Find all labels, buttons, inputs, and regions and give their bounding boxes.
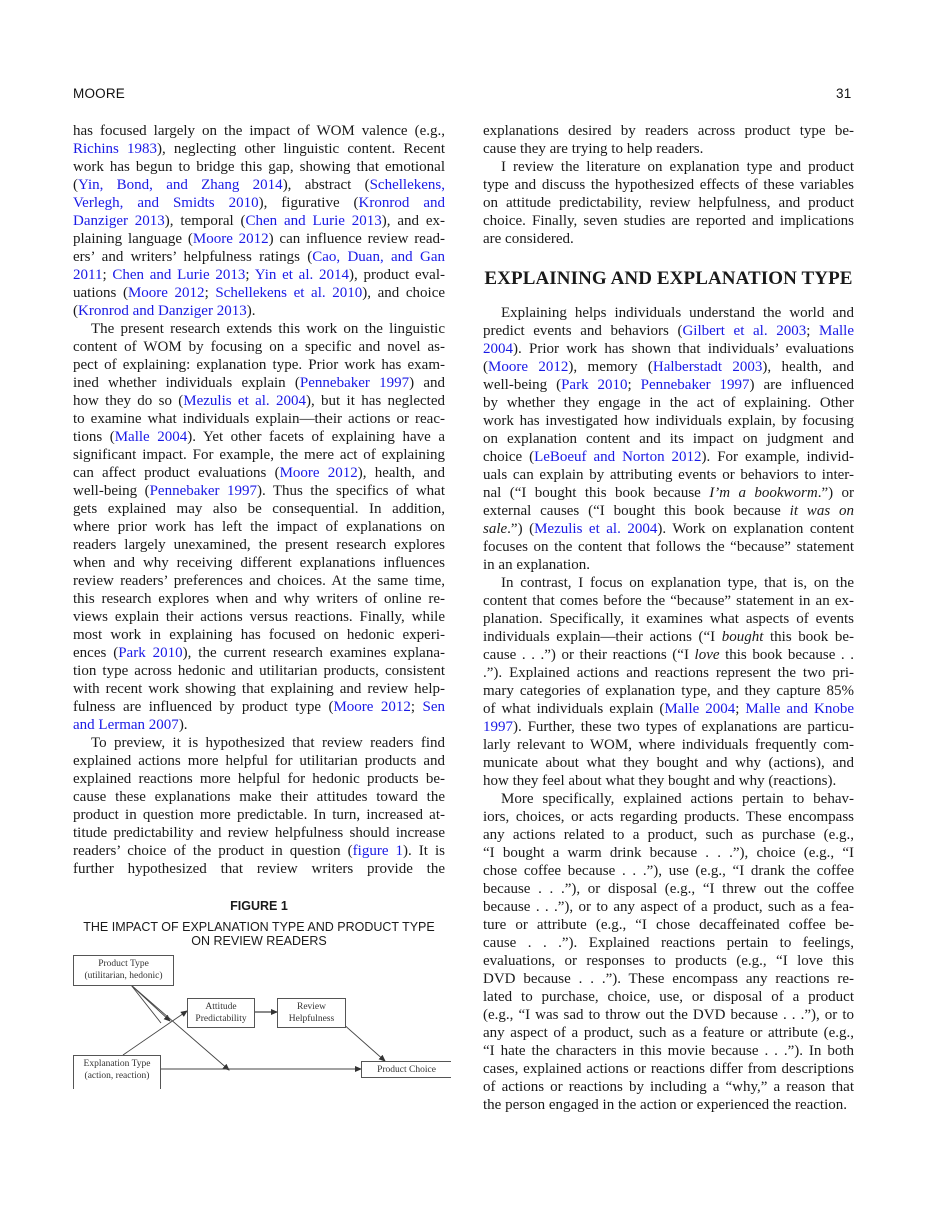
text-line: product in question more predictable. In turn, increased at- [73, 807, 445, 823]
text-line: predict events and behaviors (Gilbert et al. 2003; Malle [483, 323, 854, 339]
paragraph [483, 574, 854, 790]
node-label: (utilitarian, hedonic) [84, 971, 163, 981]
text-line: cause these explanations make their attitudes toward the [73, 789, 445, 805]
text-line: plaining language (Moore 2012) can influence review read- [73, 231, 445, 247]
text-line: chose coffee because . . .”), use (e.g., “I drank the coffee [483, 863, 854, 879]
text-line: fulness are influenced by product type (Moore 2012; Sen [73, 699, 445, 715]
citation-link[interactable]: Park 2010 [118, 645, 183, 661]
text-line: .”). Explained actions and reactions represent the two pri- [483, 665, 854, 681]
text-line: Verlegh, and Smidts 2010), figurative (Kronrod and [73, 195, 445, 211]
paragraph [483, 158, 854, 248]
text-line: Explaining helps individuals understand the world and [501, 305, 854, 321]
text-line: where prior work has left the impact of explanations on [73, 519, 445, 535]
node-label: Product Choice [377, 1065, 436, 1075]
text-line: tions (Malle 2004). Yet other facets of explaining have a [73, 429, 445, 445]
text-line: because . . .”), or disposal (e.g., “I threw out the coffee [483, 881, 854, 897]
text-line: explained actions more helpful for utilitarian products and [73, 753, 445, 769]
page-number: 31 [836, 86, 852, 101]
text-line: well-being (Park 2010; Pennebaker 1997) are influenced [483, 377, 855, 393]
text-line: larly relevant to WOM, where individuals frequently com- [483, 737, 854, 753]
citation-link[interactable]: Kronrod and [358, 195, 445, 211]
text-line: municate about what they bought and why (actions), and [483, 755, 854, 771]
text-line: In contrast, I focus on explanation type, that is, on the [501, 575, 854, 591]
text-line: “I bought a warm drink because . . .”), choice (e.g., “I [483, 845, 854, 861]
text-line: has focused largely on the impact of WOM valence (e.g., [73, 123, 445, 139]
italic-text: I’m a bookworm [709, 485, 818, 501]
italic-text: bought [721, 629, 764, 645]
citation-link[interactable]: 1997 [483, 719, 513, 735]
text-line: ences (Park 2010), the current research examines explana- [73, 645, 445, 661]
text-line: evaluations, or responses to products (e.g., “I love this [483, 953, 854, 969]
figure-title-line: ON REVIEW READERS [191, 934, 327, 948]
citation-link[interactable]: Schellekens et al. 2010 [215, 285, 363, 301]
node-product-choice [361, 1061, 451, 1078]
citation-link[interactable]: Mezulis et al. 2004 [183, 393, 306, 409]
citation-link[interactable]: Park 2010 [561, 377, 628, 393]
text-line: external causes (“I bought this book because it was on [483, 503, 854, 519]
text-line: uations (Moore 2012; Schellekens et al. 2010), and choice [73, 285, 446, 301]
citation-link[interactable]: Richins 1983 [73, 141, 157, 157]
text-line: explained reactions more helpful for hedonic products be- [73, 771, 445, 787]
text-line: and Lerman 2007). [73, 717, 188, 733]
text-line: pect of explaining: explanation type. Prior work has exam- [73, 357, 445, 373]
running-head-author: MOORE [73, 86, 126, 101]
citation-link[interactable]: Malle and Knobe [745, 701, 854, 717]
text-line: to examine what individuals explain—their actions or reac- [73, 411, 445, 427]
text-line: type and discuss the hypothesized effects of these variables [483, 177, 854, 193]
text-line: lated to purchase, choice, use, or disposal of a product [483, 989, 854, 1005]
right-column [483, 122, 854, 1114]
figure-1 [73, 899, 445, 1089]
text-line: any actions related to a product, such as purchase (e.g., [483, 827, 854, 843]
citation-link[interactable]: Danziger 2013 [73, 213, 165, 229]
citation-link[interactable]: Yin et al. 2014 [254, 267, 349, 283]
text-line: tion type across hedonic and utilitarian products, consistent [73, 663, 445, 679]
citation-link[interactable]: LeBoeuf and Norton 2012 [534, 449, 702, 465]
node-label: Helpfulness [288, 1014, 335, 1024]
text-line: when and why receiving different explanations influences [73, 555, 445, 571]
text-line: of what individuals explain (Malle 2004; Malle and Knobe [483, 701, 854, 717]
text-line: the person engaged in the action or experienced the reaction. [483, 1097, 848, 1113]
text-line: More specifically, explained actions pertain to behav- [501, 791, 854, 807]
text-line: sale.”) (Mezulis et al. 2004). Work on explanation content [483, 521, 854, 537]
text-line: choice. Finally, seven studies are reported and implications [483, 213, 854, 229]
citation-link[interactable]: Pennebaker 1997 [149, 483, 257, 499]
text-line: I review the literature on explanation type and product [501, 159, 854, 175]
text-line: cause . . .”). Explained reactions pertain to feelings, [483, 935, 854, 951]
citation-link[interactable]: 2004 [483, 341, 513, 357]
node-product-type [73, 955, 174, 986]
text-line: nal (“I bought this book because I’m a bookworm.”) or [483, 485, 854, 501]
text-line: significant impact. For example, the mere act of explaining [73, 447, 445, 463]
text-line: individuals explain—their actions (“I bought this book be- [483, 629, 854, 645]
node-label: Review [296, 1002, 327, 1012]
node-explanation-type [73, 1055, 161, 1089]
citation-link[interactable]: Moore 2012 [192, 231, 269, 247]
citation-link[interactable]: Kronrod and Danziger 2013 [78, 303, 247, 319]
citation-link[interactable]: Cao, Duan, and Gan [312, 249, 445, 265]
text-line: The present research extends this work on the linguistic [91, 321, 445, 337]
text-line: readers largely unexamined, the present research explores [73, 537, 445, 553]
text-line: ers’ and writers’ helpfulness ratings (Cao, Duan, and Gan [73, 249, 445, 265]
left-column [73, 122, 445, 878]
text-line: most work in explaining has focused on hedonic experi- [73, 627, 445, 643]
text-line: planation. Specifically, it examines what aspects of events [483, 611, 854, 627]
text-line: any aspect of a product, such as a feature or attribute (e.g., [483, 1025, 854, 1041]
citation-link[interactable]: Malle 2004 [664, 701, 736, 717]
paragraph [483, 790, 854, 1114]
text-line: how they feel about what they bought and why (reactions). [483, 773, 837, 789]
text-line: mary categories of explanation type, and they capture 85% [483, 683, 854, 699]
text-line: cause . . .”) or their reactions (“I love this book because . . [483, 647, 854, 663]
text-line: Danziger 2013), temporal (Chen and Lurie 2013), and ex- [73, 213, 445, 229]
text-line: 2011; Chen and Lurie 2013; Yin et al. 2014), product eval- [73, 267, 445, 283]
citation-link[interactable]: Moore 2012 [279, 465, 358, 481]
text-line: because . . .”), or to any aspect of a product, such as a fea- [483, 899, 854, 915]
paragraph [73, 734, 445, 878]
node-label: Explanation Type [83, 1059, 151, 1069]
paragraph [73, 122, 445, 320]
text-line: work has investigated how individuals explain, by focusing [483, 413, 854, 429]
text-line: (Yin, Bond, and Zhang 2014), abstract (Schellekens, [73, 177, 445, 193]
text-line: iors, choices, or acts regarding products. These encompass [483, 809, 854, 825]
node-review-helpfulness [277, 998, 346, 1028]
text-line: can affect product evaluations (Moore 2012), health, and [73, 465, 445, 481]
text-line: on attitude predictability, review helpfulness, and product [483, 195, 854, 211]
text-line: cases, explained actions or reactions differ from descriptions [483, 1061, 854, 1077]
citation-link[interactable]: and Lerman 2007 [73, 717, 179, 733]
figure-title-line: THE IMPACT OF EXPLANATION TYPE AND PRODUCT TYPE [83, 920, 435, 934]
citation-link[interactable]: figure 1 [352, 843, 403, 859]
text-line: this research explores when and why writers of online re- [73, 591, 445, 607]
citation-link[interactable]: Yin, Bond, and Zhang 2014 [78, 177, 283, 193]
text-line: (e.g., “I was sad to throw out the DVD because . . .”), or to [483, 1007, 854, 1023]
node-label: Predictability [195, 1014, 247, 1024]
text-line: work has begun to bridge this gap, showing that emotional [73, 159, 445, 175]
paragraph [483, 304, 854, 574]
italic-text: sale [483, 521, 508, 537]
node-attitude-predictability [187, 998, 255, 1028]
text-line: of actions or reactions by including a “why,” a reason that [483, 1079, 854, 1095]
citation-link[interactable]: Chen and Lurie 2013 [245, 213, 382, 229]
figure-label: FIGURE 1 [230, 899, 288, 913]
citation-link[interactable]: Malle [819, 323, 854, 339]
citation-link[interactable]: Moore 2012 [127, 285, 205, 301]
text-line: titude predictability and review helpfulness should increase [73, 825, 445, 841]
text-line: Richins 1983), neglecting other linguistic content. Recent [73, 141, 446, 157]
citation-link[interactable]: Moore 2012 [333, 699, 411, 715]
paragraph [483, 122, 854, 158]
text-line: content of WOM by focusing on a specific and novel as- [73, 339, 445, 355]
text-line: further hypothesized that review writers provide the [73, 861, 445, 877]
citation-link[interactable]: Pennebaker 1997 [640, 377, 750, 393]
node-label: Product Type [98, 959, 149, 969]
italic-text: it was on [789, 503, 854, 519]
section-heading: EXPLAINING AND EXPLANATION TYPE [484, 268, 853, 289]
citation-link[interactable]: Chen and Lurie 2013 [112, 267, 246, 283]
text-line: “I hate the characters in this movie because . . .”). In both [483, 1043, 854, 1059]
text-line: review readers’ preferences and choices. At the same time, [73, 573, 445, 589]
text-line: uals can explain by attributing events or behaviors to inter- [483, 467, 854, 483]
text-line: cause they are trying to help readers. [483, 141, 704, 157]
text-line: focuses on the content that follows the “because” statement [483, 539, 854, 555]
text-line: content that comes before the “because” statement in an ex- [483, 593, 854, 609]
citation-link[interactable]: Moore 2012 [488, 359, 569, 375]
citation-link[interactable]: Gilbert et al. 2003 [682, 323, 807, 339]
text-line: readers’ choice of the product in question (figure 1). It is [73, 843, 445, 859]
text-line: how they do so (Mezulis et al. 2004), but it has neglected [73, 393, 445, 409]
text-line: ture or attribute (e.g., “I chose decaffeinated coffee be- [483, 917, 854, 933]
text-line: in an explanation. [483, 557, 591, 573]
text-line: choice (LeBoeuf and Norton 2012). For example, individ- [483, 449, 854, 465]
text-line: views explain their actions versus reactions. Finally, while [73, 609, 445, 625]
node-label: (action, reaction) [84, 1071, 150, 1081]
text-line: explanations desired by readers across product type be- [483, 123, 854, 139]
text-line: DVD because . . .”). These encompass any reactions re- [483, 971, 854, 987]
citation-link[interactable]: Mezulis et al. 2004 [534, 521, 658, 537]
citation-link[interactable]: Pennebaker 1997 [299, 375, 410, 391]
text-line: To preview, it is hypothesized that review readers find [91, 735, 445, 751]
text-line: ined whether individuals explain (Pennebaker 1997) and [73, 375, 446, 391]
citation-link[interactable]: Halberstadt 2003 [652, 359, 763, 375]
citation-link[interactable]: 2011 [73, 267, 103, 283]
text-line: with recent work showing that explaining and review help- [73, 681, 445, 697]
node-label: Attitude [205, 1002, 237, 1012]
text-line: well-being (Pennebaker 1997). Thus the specifics of what [73, 483, 445, 499]
citation-link[interactable]: Sen [422, 699, 445, 715]
text-line: 1997). Further, these two types of explanations are particu- [483, 719, 854, 735]
paragraph [73, 320, 445, 734]
text-line: by whether they engage in the act of explaining. Other [483, 395, 854, 411]
text-line: on explanation content and its impact on judgment and [483, 431, 854, 447]
text-line: 2004). Prior work has shown that individuals’ evaluations [483, 341, 854, 357]
text-line: (Kronrod and Danziger 2013). [73, 303, 256, 319]
text-line: (Moore 2012), memory (Halberstadt 2003), health, and [483, 359, 854, 375]
citation-link[interactable]: Malle 2004 [114, 429, 188, 445]
italic-text: love [694, 647, 720, 663]
citation-link[interactable]: Verlegh, and Smidts 2010 [73, 195, 259, 211]
text-line: gets explained may also be consequential. In addition, [73, 501, 445, 517]
citation-link[interactable]: Schellekens, [369, 177, 445, 193]
text-line: are considered. [483, 231, 574, 247]
